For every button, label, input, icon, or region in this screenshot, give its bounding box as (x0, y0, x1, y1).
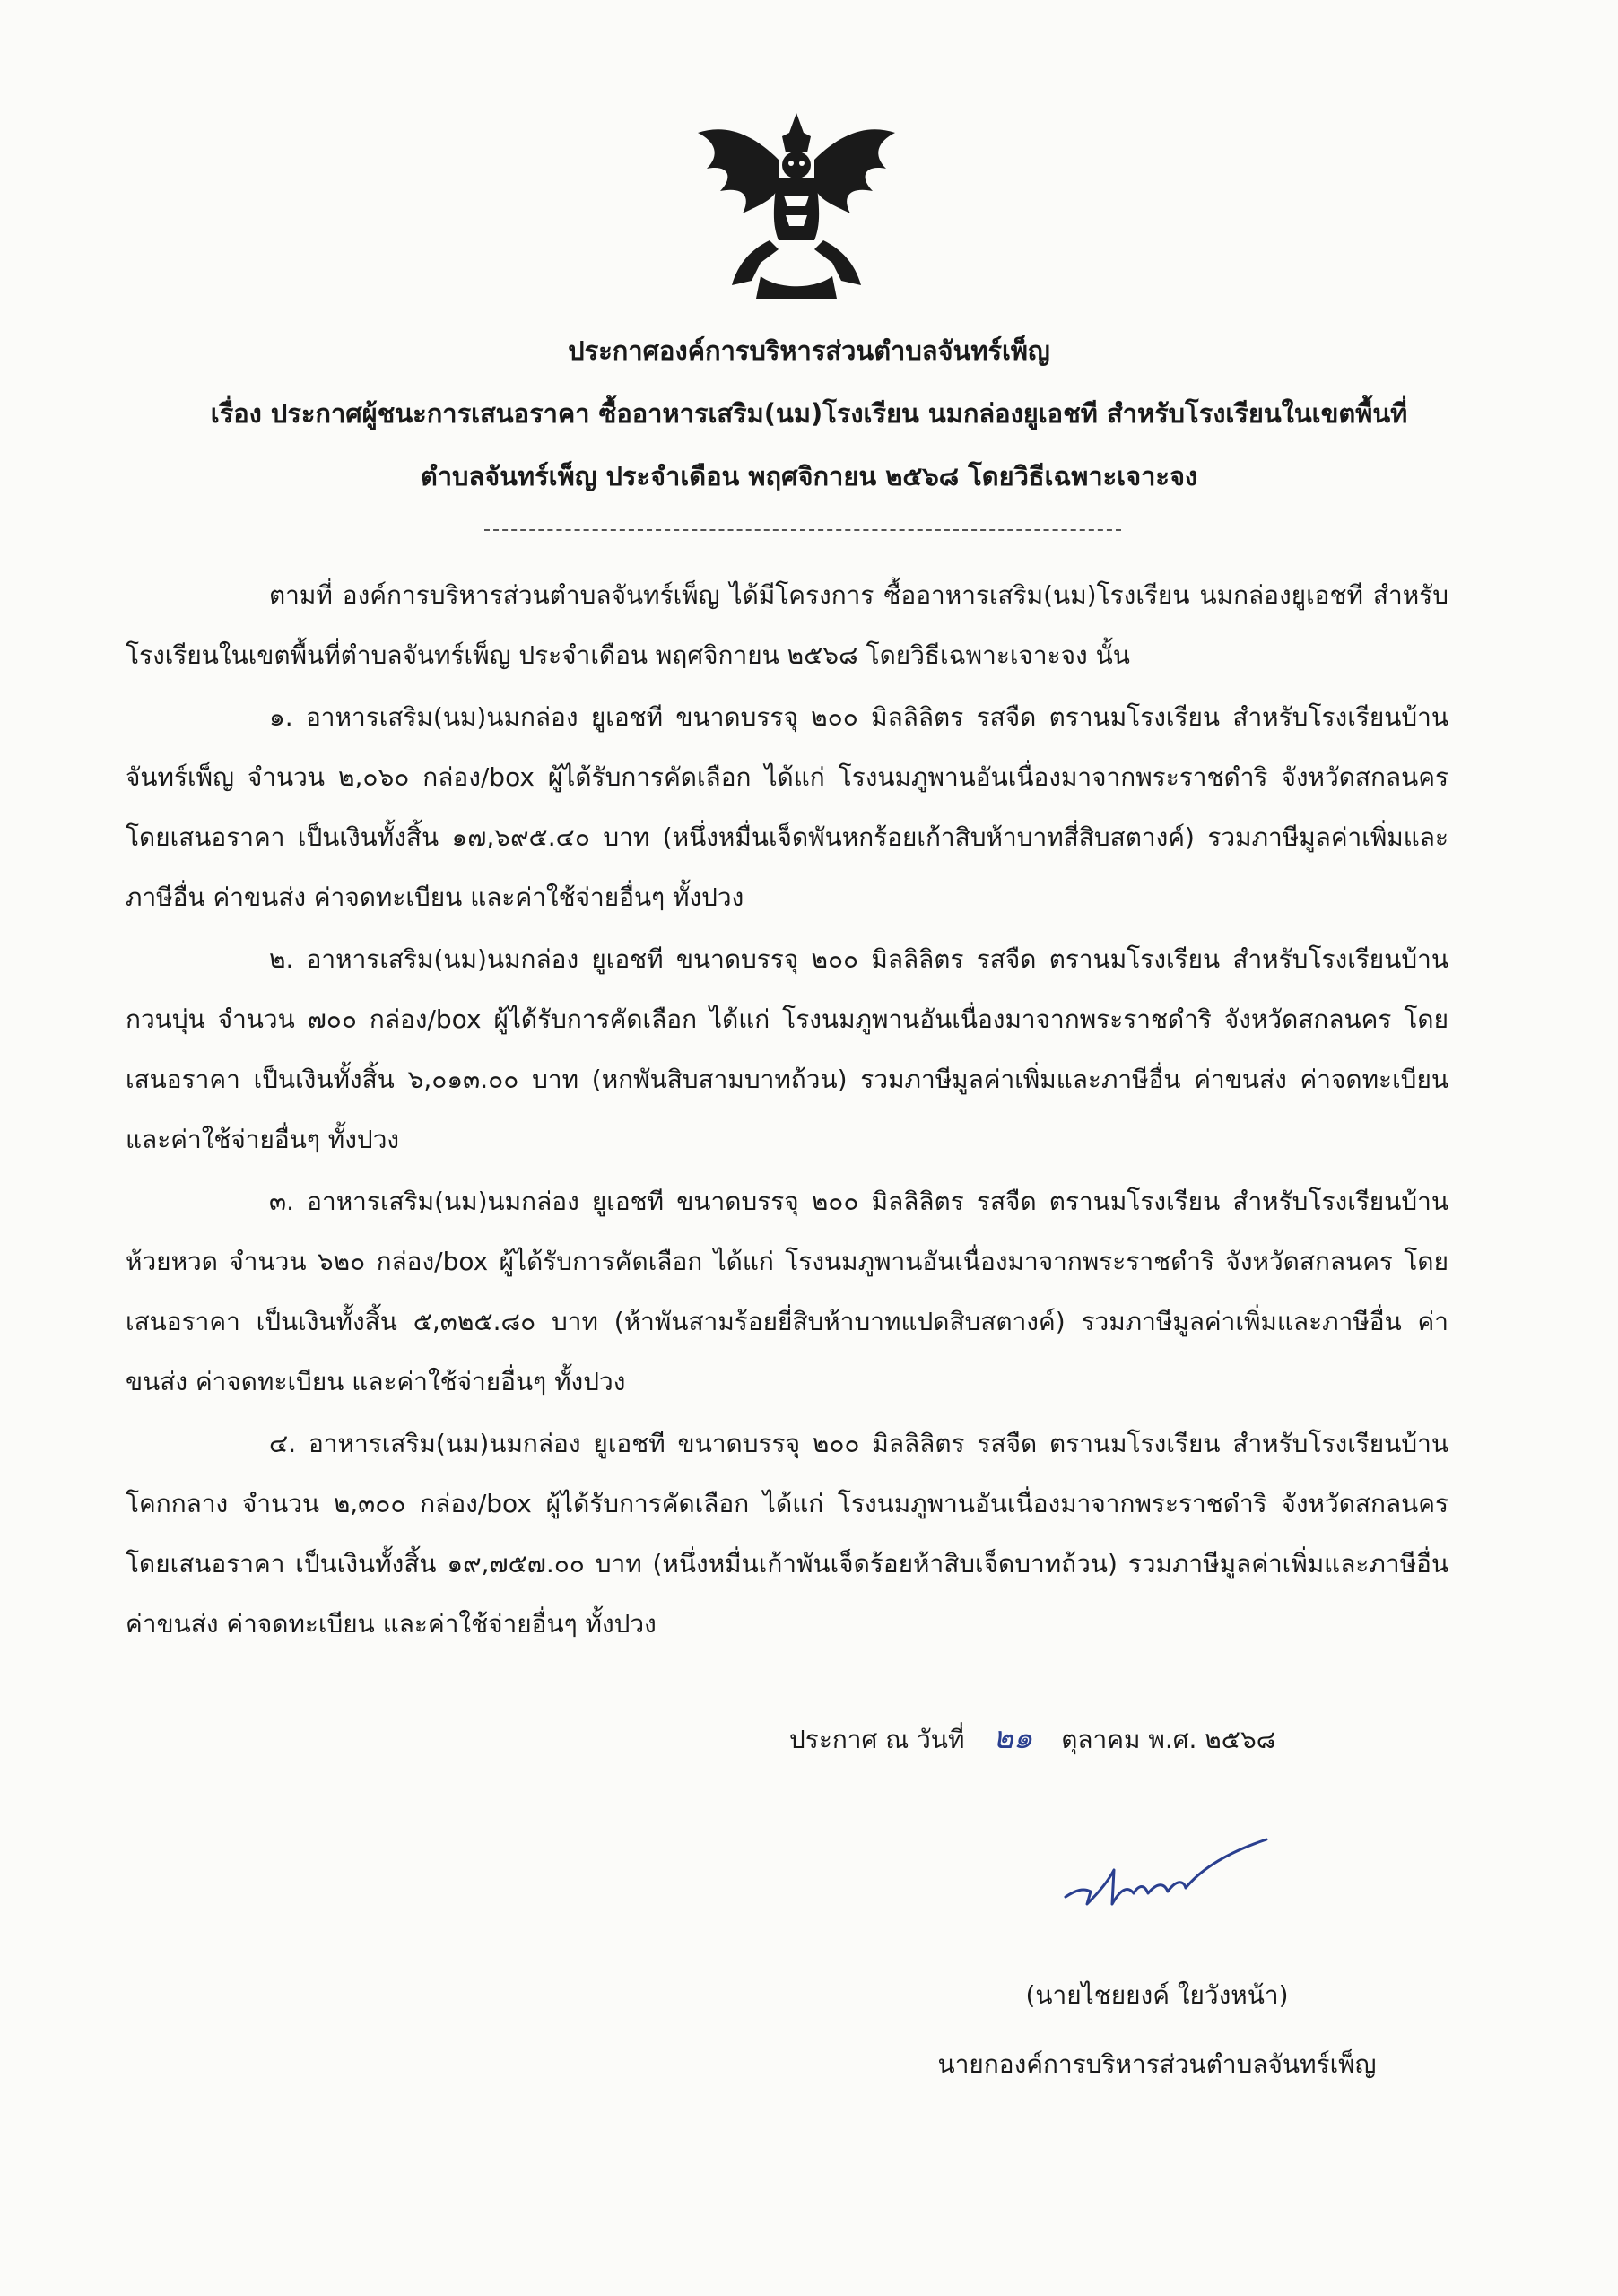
section-divider (484, 529, 1121, 531)
announcement-heading: ประกาศองค์การบริหารส่วนตำบลจันทร์เพ็ญ (568, 335, 1050, 366)
announcement-date (789, 1713, 1275, 1761)
award-item-4: ๔. อาหารเสริม(นม)นมกล่อง ยูเอชที ขนาดบรรจุ ๒๐๐ มิลลิลิตร รสจืด ตรานมโรงเรียน สำหรับโรงเรียนบ้านโคกกลาง จำนวน ๒,๓๐๐ กล่อง/box ผู้ได้รับการคัดเลือก ได้แก่ โรงนมภูพานอันเนื่องมาจากพระราชดำริ จังหวัดสกลนคร โดยเสนอราคา เป็นเงินทั้งสิ้น ๑๙,๗๕๗.๐๐ บาท (หนึ่งหมื่นเก้าพันเจ็ดร้อยห้าสิบเจ็ดบาทถ้วน) รวมภาษีมูลค่าเพิ่มและภาษีอื่น ค่าขนส่ง ค่าจดทะเบียน และค่าใช้จ่ายอื่นๆ ทั้งปวง (126, 1429, 1448, 1639)
intro-paragraph: ตามที่ องค์การบริหารส่วนตำบลจันทร์เพ็ญ ได้มีโครงการ ซื้ออาหารเสริม(นม)โรงเรียน นมกล่องยูเอชที สำหรับโรงเรียนในเขตพื้นที่ตำบลจันทร์เพ็ญ ประจำเดือน พฤศจิกายน ๒๕๖๘ โดยวิธีเฉพาะเจาะจง นั้น (126, 580, 1448, 670)
award-item-2: ๒. อาหารเสริม(นม)นมกล่อง ยูเอชที ขนาดบรรจุ ๒๐๐ มิลลิลิตร รสจืด ตรานมโรงเรียน สำหรับโรงเรียนบ้านกวนบุ่น จำนวน ๗๐๐ กล่อง/box ผู้ได้รับการคัดเลือก ได้แก่ โรงนมภูพานอันเนื่องมาจากพระราชดำริ จังหวัดสกลนคร โดยเสนอราคา เป็นเงินทั้งสิ้น ๖,๐๑๓.๐๐ บาท (หกพันสิบสามบาทถ้วน) รวมภาษีมูลค่าเพิ่มและภาษีอื่น ค่าขนส่ง ค่าจดทะเบียน และค่าใช้จ่ายอื่นๆ ทั้งปวง (126, 944, 1448, 1154)
signer-name: (นายไชยยงค์ ใยวังหน้า) (1025, 1980, 1289, 2010)
announcement-subject-line2: ตำบลจันทร์เพ็ญ ประจำเดือน พฤศจิกายน ๒๕๖๘ โดยวิธีเฉพาะเจาะจง (420, 461, 1198, 491)
date-day-handwritten: ๒๑ (993, 1720, 1033, 1756)
signature-icon (1058, 1834, 1274, 1915)
announcement-subject-line1: เรื่อง ประกาศผู้ชนะการเสนอราคา ซื้ออาหารเสริม(นม)โรงเรียน นมกล่องยูเอชที สำหรับโรงเรียนในเขตพื้นที่ (210, 398, 1408, 429)
date-suffix: ตุลาคม พ.ศ. ๒๕๖๘ (1061, 1725, 1276, 1754)
date-prefix: ประกาศ ณ วันที่ (789, 1725, 965, 1754)
award-item-1: ๑. อาหารเสริม(นม)นมกล่อง ยูเอชที ขนาดบรรจุ ๒๐๐ มิลลิลิตร รสจืด ตรานมโรงเรียน สำหรับโรงเรียนบ้านจันทร์เพ็ญ จำนวน ๒,๐๖๐ กล่อง/box ผู้ได้รับการคัดเลือก ได้แก่ โรงนมภูพานอันเนื่องมาจากพระราชดำริ จังหวัดสกลนคร โดยเสนอราคา เป็นเงินทั้งสิ้น ๑๗,๖๙๕.๔๐ บาท (หนึ่งหมื่นเจ็ดพันหกร้อยเก้าสิบห้าบาทสี่สิบสตางค์) รวมภาษีมูลค่าเพิ่มและภาษีอื่น ค่าขนส่ง ค่าจดทะเบียน และค่าใช้จ่ายอื่นๆ ทั้งปวง (126, 702, 1448, 912)
signer-title: นายกองค์การบริหารส่วนตำบลจันทร์เพ็ญ (937, 2049, 1377, 2079)
award-item-3: ๓. อาหารเสริม(นม)นมกล่อง ยูเอชที ขนาดบรรจุ ๒๐๐ มิลลิลิตร รสจืด ตรานมโรงเรียน สำหรับโรงเรียนบ้านห้วยหวด จำนวน ๖๒๐ กล่อง/box ผู้ได้รับการคัดเลือก ได้แก่ โรงนมภูพานอันเนื่องมาจากพระราชดำริ จังหวัดสกลนคร โดยเสนอราคา เป็นเงินทั้งสิ้น ๕,๓๒๕.๘๐ บาท (ห้าพันสามร้อยยี่สิบห้าบาทแปดสิบสตางค์) รวมภาษีมูลค่าเพิ่มและภาษีอื่น ค่าขนส่ง ค่าจดทะเบียน และค่าใช้จ่ายอื่นๆ ทั้งปวง (126, 1187, 1448, 1396)
garuda-emblem-icon (689, 106, 904, 308)
